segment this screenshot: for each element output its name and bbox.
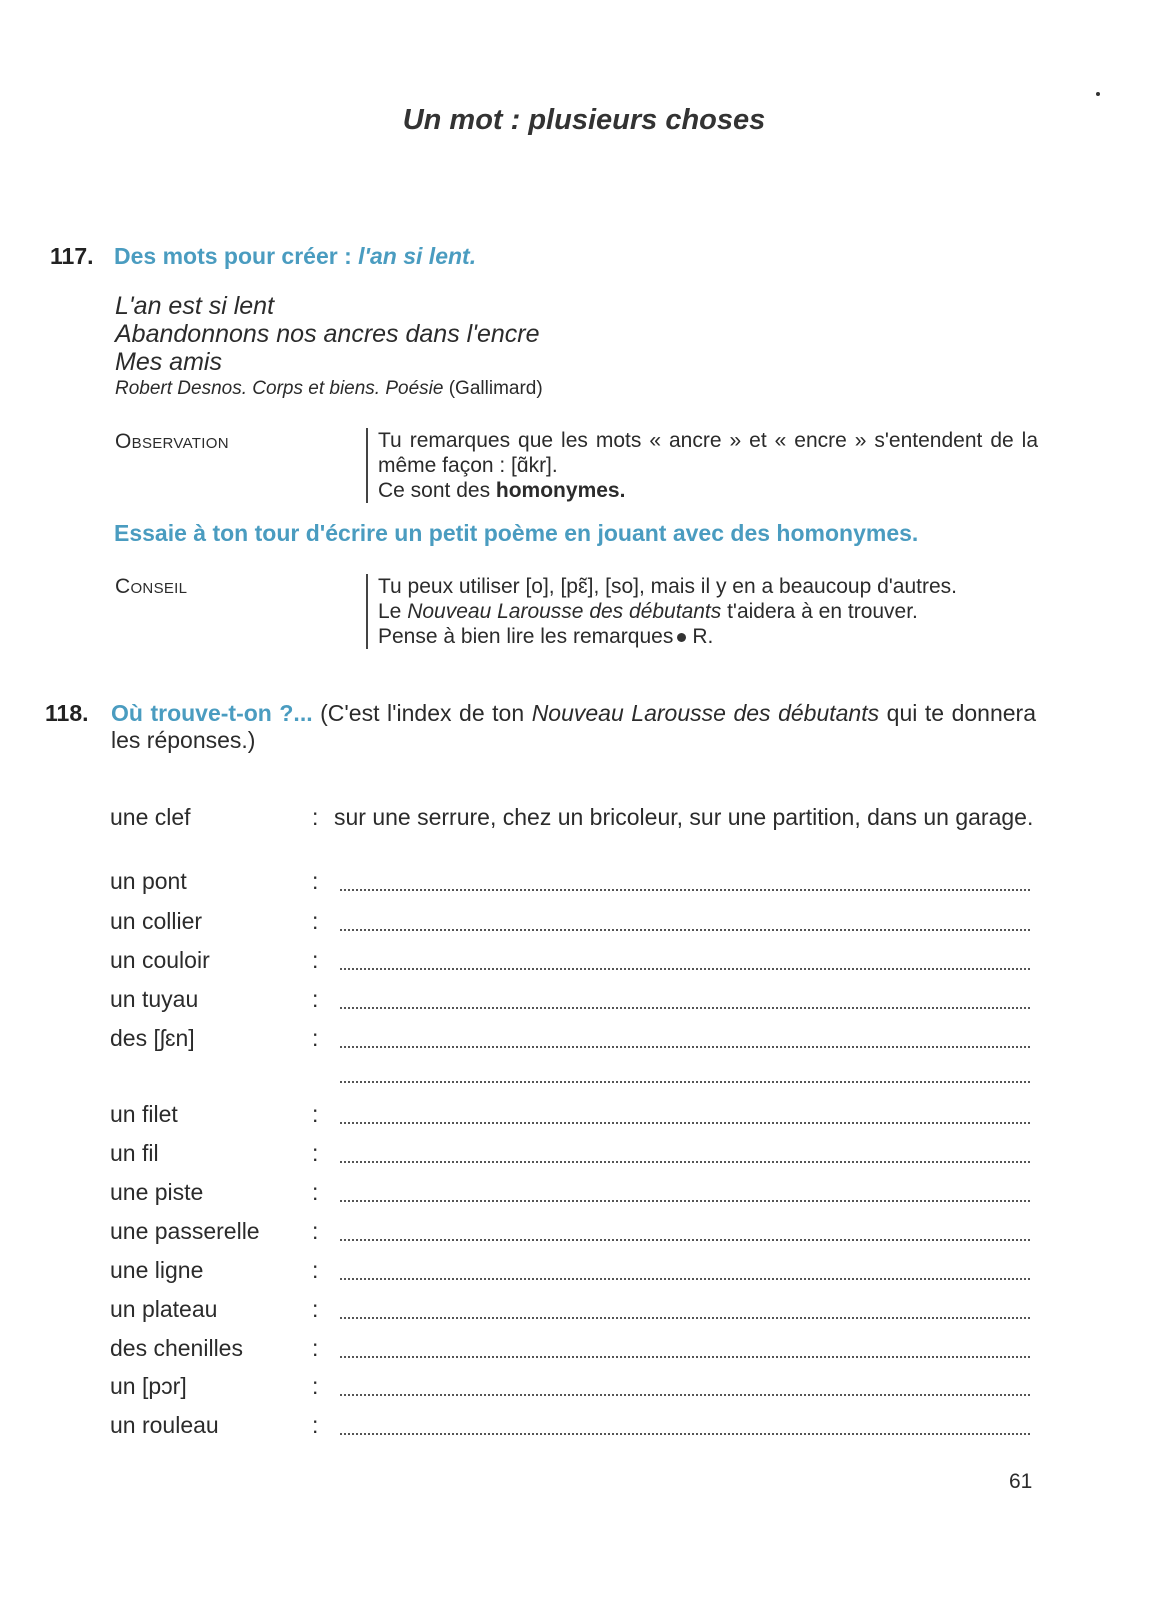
list-item-term: des chenilles (110, 1335, 243, 1361)
answer-list (110, 0, 1110, 1600)
exercise-117-instruction: Essaie à ton tour d'écrire un petit poème en jouant avec des homonymes. (114, 520, 919, 546)
list-item-term: une clef (110, 804, 191, 830)
list-item-term: une piste (110, 1179, 204, 1205)
list-item-colon: : (312, 1257, 319, 1283)
page-title: Un mot : plusieurs choses (402, 104, 766, 136)
list-item (110, 1218, 1110, 1248)
list-item-continuation (110, 1060, 1110, 1090)
list-item (110, 1101, 1110, 1131)
exercise-118-number: 118. (45, 700, 89, 726)
list-item (110, 1296, 1110, 1326)
list-item-example-answer: sur une serrure, chez un bricoleur, sur une partition, dans un garage. (334, 804, 1034, 830)
list-item-term: un [pɔr] (110, 1373, 187, 1399)
list-item-colon: : (312, 804, 319, 830)
answer-line[interactable] (340, 1238, 1030, 1241)
answer-line[interactable] (340, 1160, 1030, 1163)
exercise-117-heading-text: Des mots pour créer : (114, 243, 359, 269)
list-item (110, 986, 1110, 1016)
list-item (110, 1373, 1110, 1403)
exercise-117-number: 117. (50, 243, 94, 269)
list-item (110, 1140, 1110, 1170)
poem-line: Mes amis (115, 348, 222, 376)
observation-line: Tu remarques que les mots « ancre » et « encre » s'entendent de la même façon : [ɑ̃kr]. (378, 429, 1038, 477)
list-item-colon: : (312, 986, 319, 1012)
answer-line[interactable] (340, 888, 1030, 891)
list-item-colon: : (312, 1412, 319, 1438)
dictionary-title: Nouveau Larousse des débutants (407, 600, 722, 623)
list-item-term: un couloir (110, 947, 210, 973)
list-item-colon: : (312, 1218, 319, 1244)
answer-line[interactable] (340, 1045, 1030, 1048)
conseil-line: Tu peux utiliser [o], [pɛ̃], [so], mais il y en a beaucoup d'autres. (378, 575, 957, 598)
list-item (110, 908, 1110, 938)
homonymes-term: homonymes. (495, 479, 626, 502)
answer-line[interactable] (340, 1199, 1030, 1202)
list-item-term: une ligne (110, 1257, 204, 1283)
exercise-118-text-prefix: (C'est l'index de ton (312, 700, 532, 726)
list-item-term: un fil (110, 1140, 159, 1166)
conseil-line-suffix: R. (692, 625, 714, 648)
list-item (110, 1179, 1110, 1209)
answer-line[interactable] (340, 1080, 1030, 1083)
conseil-line-prefix: Le (378, 600, 408, 623)
list-item (110, 947, 1110, 977)
list-item (110, 1025, 1110, 1055)
dictionary-title: Nouveau Larousse des débutants (531, 700, 880, 726)
answer-line[interactable] (340, 1121, 1030, 1124)
list-item-colon: : (312, 1335, 319, 1361)
answer-line[interactable] (340, 967, 1030, 970)
observation-label: Observation (115, 430, 229, 453)
list-item-colon: : (312, 1373, 319, 1399)
poem-line: Abandonnons nos ancres dans l'encre (115, 320, 540, 348)
exercise-117-heading-italic: l'an si lent. (358, 243, 477, 269)
observation-line-prefix: Ce sont des (378, 479, 496, 502)
list-item-colon: : (312, 1025, 319, 1051)
list-item-example (110, 804, 1110, 834)
list-item-colon: : (312, 1140, 319, 1166)
conseil-label: Conseil (115, 575, 188, 598)
list-item-term: un pont (110, 868, 187, 894)
answer-line[interactable] (340, 1355, 1030, 1358)
list-item (110, 1335, 1110, 1365)
list-item-term: des [ʃɛn] (110, 1025, 195, 1051)
poem-credit-publisher: (Gallimard) (443, 378, 543, 399)
poem-line: L'an est si lent (115, 292, 275, 320)
list-item (110, 1412, 1110, 1442)
list-item-colon: : (312, 908, 319, 934)
answer-line[interactable] (340, 1316, 1030, 1319)
list-item-colon: : (312, 1296, 319, 1322)
list-item-colon: : (312, 1101, 319, 1127)
conseil-line-suffix: t'aidera à en trouver. (721, 600, 918, 623)
exercise-118-heading: Où trouve-t-on ?... (111, 700, 313, 726)
list-item-term: un tuyau (110, 986, 199, 1012)
conseil-line-prefix: Pense à bien lire les remarques (378, 625, 674, 648)
page-number: 61 (1009, 1470, 1033, 1493)
answer-line[interactable] (340, 1277, 1030, 1280)
list-item (110, 868, 1110, 898)
answer-line[interactable] (340, 928, 1030, 931)
poem-credit-source: Robert Desnos. Corps et biens. Poésie (115, 378, 444, 399)
list-item-colon: : (312, 868, 319, 894)
answer-line[interactable] (340, 1006, 1030, 1009)
list-item-term: une passerelle (110, 1218, 260, 1244)
list-item-term: un plateau (110, 1296, 218, 1322)
answer-line[interactable] (340, 1393, 1030, 1396)
list-item-term: un rouleau (110, 1412, 219, 1438)
list-item (110, 1257, 1110, 1287)
list-item-colon: : (312, 947, 319, 973)
answer-line[interactable] (340, 1432, 1030, 1435)
list-item-term: un collier (110, 908, 203, 934)
exercise-118-text-suffix: qui te donnera les réponses.) (111, 700, 1037, 753)
list-item-term: un filet (110, 1101, 178, 1127)
list-item-colon: : (312, 1179, 319, 1205)
